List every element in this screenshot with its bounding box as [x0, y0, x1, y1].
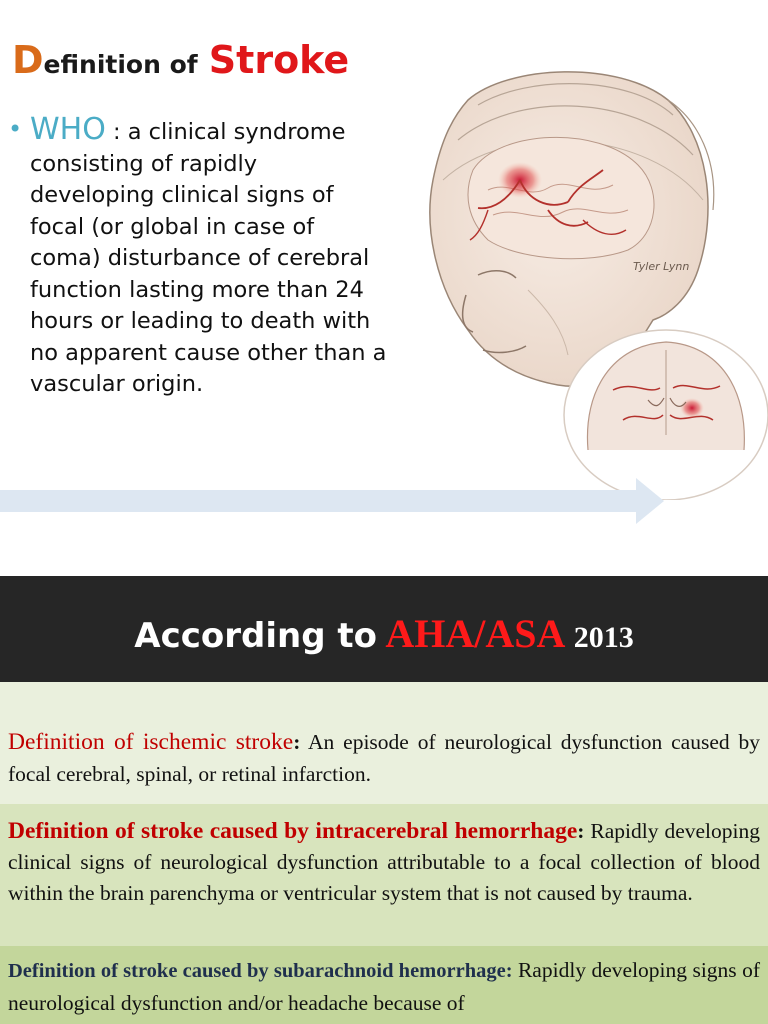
bullet-icon: • [8, 115, 23, 143]
stroke-patient-illustration [398, 60, 768, 500]
slide-header-title [0, 610, 768, 657]
definition-intracerebral-hemorrhage [0, 804, 768, 946]
header-org: AHA/ASA [385, 611, 566, 656]
arrow-divider [0, 474, 700, 534]
artist-signature: Tyler Lynn [633, 260, 690, 273]
who-definition-body: : a clinical syndrome consisting of rapidly developing clinical signs of focal (or global in case of coma) disturbance of cerebral function lasting more than 24 hours or leading to death with no apparent cause other than a vascular origin. [30, 119, 387, 397]
who-label: WHO [30, 112, 106, 147]
definition-ischemic-stroke [0, 682, 768, 804]
slide-header-band [0, 576, 768, 682]
title-middle: efinition of [43, 50, 198, 79]
who-definition-text [8, 114, 388, 401]
definition-text: An episode of neurological dysfunction caused by focal cerebral, spinal, or retinal infarction. [8, 730, 760, 786]
definition-label: Definition of ischemic stroke [8, 729, 294, 755]
definition-label: Definition of stroke caused by subarachnoid hemorrhage: [8, 960, 513, 982]
definition-separator: : [577, 819, 585, 843]
definition-text: Rapidly developing clinical signs of neurological dysfunction attributable to a focal collection of blood within the brain parenchyma or ventricular system that is not caused by trauma. [8, 819, 760, 905]
header-year: 2013 [573, 621, 634, 654]
who-definition-bullet [8, 114, 388, 401]
title-highlight: Stroke [208, 38, 350, 82]
definition-text: Rapidly developing signs of neurological dysfunction and/or headache because of [8, 958, 760, 1015]
definition-label: Definition of stroke caused by intracerebral hemorrhage [8, 818, 578, 844]
title-first-letter: D [12, 38, 44, 82]
definition-subarachnoid-hemorrhage [0, 946, 768, 1024]
slide-title [12, 38, 349, 82]
slide-aha-asa-definitions [0, 576, 768, 1024]
definition-separator: : [293, 730, 301, 754]
header-prefix: According to [134, 616, 377, 656]
